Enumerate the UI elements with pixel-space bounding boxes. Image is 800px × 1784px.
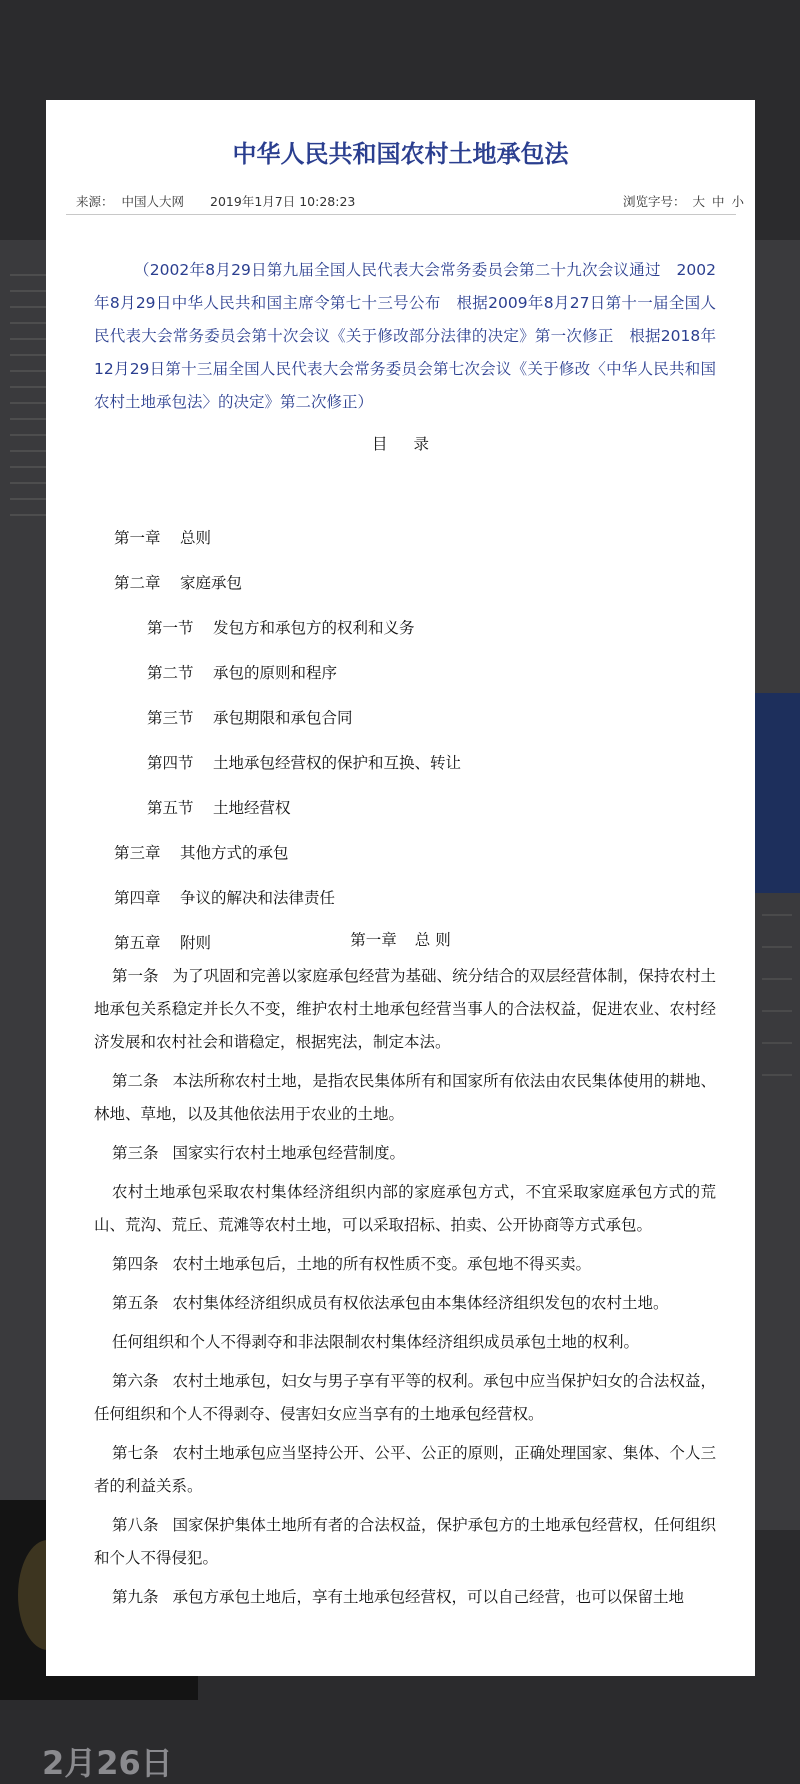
toc-item[interactable]: 第五节 土地经营权 xyxy=(147,799,291,817)
source-info xyxy=(76,192,363,210)
document-intro: （2002年8月29日第九届全国人民代表大会常务委员会第二十九次会议通过 2002年8月29日中华人民共和国主席令第七十三号公布 根据2009年8月27日第十一届全国人民代表大会常务委员会第十次会议《关于修改部分法律的决定》第一次修正 根据2018年12月29日第十三届全国人民代表大会常务委员会第七次会议《关于修改〈中华人民共和国农村土地承包法〉的决定》第二次修正） xyxy=(94,261,716,411)
font-size-medium-button[interactable]: 中 xyxy=(711,194,725,209)
document-title: 中华人民共和国农村土地承包法 xyxy=(232,140,569,168)
article-paragraph: 任何组织和个人不得剥夺和非法限制农村集体经济组织成员承包土地的权利。 xyxy=(112,1333,640,1351)
header-divider xyxy=(66,214,736,215)
article-paragraph: 第六条 农村土地承包，妇女与男子享有平等的权利。承包中应当保护妇女的合法权益，任何组织和个人不得剥夺、侵害妇女应当享有的土地承包经营权。 xyxy=(94,1372,716,1423)
article-paragraph: 第一条 为了巩固和完善以家庭承包经营为基础、统分结合的双层经营体制，保持农村土地承包关系稳定并长久不变，维护农村土地承包经营当事人的合法权益，促进农业、农村经济发展和农村社会和谐稳定，根据宪法，制定本法。 xyxy=(94,967,716,1051)
article-paragraph: 第五条 农村集体经济组织成员有权依法承包由本集体经济组织发包的农村土地。 xyxy=(112,1294,669,1312)
toc-heading: 目录 xyxy=(371,435,455,453)
toc-item[interactable]: 第五章 附则 xyxy=(114,934,212,952)
toc-item[interactable]: 第一节 发包方和承包方的权利和义务 xyxy=(147,619,415,637)
article-paragraph: 第二条 本法所称农村土地，是指农民集体所有和国家所有依法由农民集体使用的耕地、林地、草地，以及其他依法用于农业的土地。 xyxy=(94,1072,716,1123)
article-paragraph: 第三条 国家实行农村土地承包经营制度。 xyxy=(112,1144,406,1162)
font-size-selector xyxy=(623,192,744,210)
article-paragraph: 农村土地承包采取农村集体经济组织内部的家庭承包方式，不宜采取家庭承包方式的荒山、荒沟、荒丘、荒滩等农村土地，可以采取招标、拍卖、公开协商等方式承包。 xyxy=(94,1183,716,1234)
publish-datetime: 2019年1月7日 10:28:23 xyxy=(210,194,356,209)
toc-item[interactable]: 第三节 承包期限和承包合同 xyxy=(147,709,353,727)
source-label: 来源： xyxy=(76,194,114,209)
article-paragraph: 第八条 国家保护集体土地所有者的合法权益，保护承包方的土地承包经营权，任何组织和个人不得侵犯。 xyxy=(94,1516,716,1567)
toc-item[interactable]: 第二章 家庭承包 xyxy=(114,574,243,592)
chapter-heading: 第一章 总 则 xyxy=(350,931,451,949)
article-paragraph: 第九条 承包方承包土地后，享有土地承包经营权，可以自己经营，也可以保留土地 xyxy=(112,1588,685,1606)
chapter-body xyxy=(94,960,716,1620)
toc-item[interactable]: 第二节 承包的原则和程序 xyxy=(147,664,338,682)
toc-item[interactable]: 第四章 争议的解决和法律责任 xyxy=(114,889,336,907)
document-page xyxy=(46,100,755,1676)
article-paragraph: 第四条 农村土地承包后，土地的所有权性质不变。承包地不得买卖。 xyxy=(112,1255,592,1273)
font-size-small-button[interactable]: 小 xyxy=(731,194,744,209)
document-meta xyxy=(76,192,746,214)
background-date-label: 2月26日 xyxy=(42,1744,173,1782)
source-name: 中国人大网 xyxy=(121,194,185,209)
toc-item[interactable]: 第四节 土地承包经营权的保护和互换、转让 xyxy=(147,754,462,772)
article-paragraph: 第七条 农村土地承包应当坚持公开、公平、公正的原则，正确处理国家、集体、个人三者的利益关系。 xyxy=(94,1444,716,1495)
background-text-lines xyxy=(10,260,46,530)
background-image-block xyxy=(754,693,800,893)
font-size-label: 浏览字号： xyxy=(622,194,686,209)
toc-item[interactable]: 第一章 总则 xyxy=(114,529,212,547)
toc-item[interactable]: 第三章 其他方式的承包 xyxy=(114,844,289,862)
font-size-large-button[interactable]: 大 xyxy=(692,194,705,209)
